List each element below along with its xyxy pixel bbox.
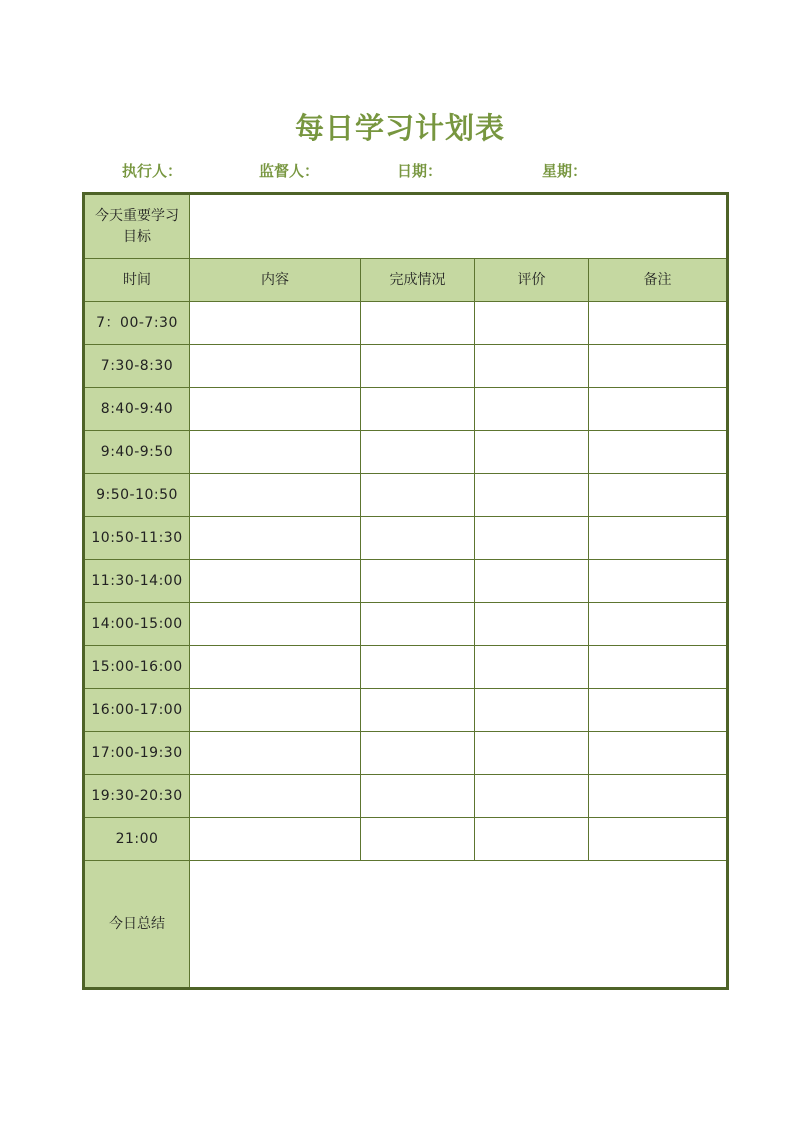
evaluation-cell[interactable] [475,775,589,818]
evaluation-cell[interactable] [475,388,589,431]
content-cell[interactable] [190,689,361,732]
table-row [84,302,728,345]
summary-label-cell: 今日总结 [84,861,190,989]
completion-cell[interactable] [361,603,475,646]
column-header-time: 时间 [84,259,190,302]
time-slot-cell: 7:30-8:30 [84,345,190,388]
table-row [84,646,728,689]
completion-cell[interactable] [361,689,475,732]
executor-label: 执行人： [122,162,183,180]
content-cell[interactable] [190,603,361,646]
time-slot-cell: 17:00-19:30 [84,732,190,775]
study-plan-table [82,192,729,990]
evaluation-cell[interactable] [475,689,589,732]
header-row [84,259,728,302]
time-slot-cell: 9:50-10:50 [84,474,190,517]
column-header-evaluation: 评价 [475,259,589,302]
remarks-cell[interactable] [589,517,728,560]
content-cell[interactable] [190,431,361,474]
content-cell[interactable] [190,345,361,388]
time-slot-cell: 8:40-9:40 [84,388,190,431]
remarks-cell[interactable] [589,345,728,388]
completion-cell[interactable] [361,517,475,560]
content-cell[interactable] [190,732,361,775]
evaluation-cell[interactable] [475,646,589,689]
remarks-cell[interactable] [589,431,728,474]
time-slot-cell: 15:00-16:00 [84,646,190,689]
time-slot-cell: 9:40-9:50 [84,431,190,474]
evaluation-cell[interactable] [475,345,589,388]
table-row [84,345,728,388]
completion-cell[interactable] [361,732,475,775]
table-row [84,775,728,818]
time-slot-cell: 16:00-17:00 [84,689,190,732]
time-slot-cell: 7：00-7:30 [84,302,190,345]
column-header-content: 内容 [190,259,361,302]
remarks-cell[interactable] [589,732,728,775]
content-cell[interactable] [190,646,361,689]
remarks-cell[interactable] [589,689,728,732]
remarks-cell[interactable] [589,474,728,517]
table-row [84,689,728,732]
remarks-cell[interactable] [589,603,728,646]
content-cell[interactable] [190,517,361,560]
table-row [84,818,728,861]
column-header-remarks: 备注 [589,259,728,302]
goal-row [84,194,728,259]
weekday-label: 星期： [542,162,588,180]
completion-cell[interactable] [361,431,475,474]
content-cell[interactable] [190,474,361,517]
remarks-cell[interactable] [589,818,728,861]
column-header-completion: 完成情况 [361,259,475,302]
supervisor-label: 监督人： [259,162,320,180]
evaluation-cell[interactable] [475,302,589,345]
completion-cell[interactable] [361,775,475,818]
evaluation-cell[interactable] [475,431,589,474]
table-row [84,560,728,603]
table-row [84,603,728,646]
summary-row [84,861,728,989]
content-cell[interactable] [190,560,361,603]
completion-cell[interactable] [361,560,475,603]
evaluation-cell[interactable] [475,560,589,603]
table-row [84,517,728,560]
completion-cell[interactable] [361,474,475,517]
date-label: 日期： [397,162,443,180]
page-title: 每日学习计划表 [294,111,505,145]
evaluation-cell[interactable] [475,732,589,775]
goal-label: 今天重要学习目标 [95,207,179,245]
remarks-cell[interactable] [589,560,728,603]
completion-cell[interactable] [361,646,475,689]
remarks-cell[interactable] [589,302,728,345]
goal-input-cell[interactable] [190,194,728,259]
remarks-cell[interactable] [589,646,728,689]
content-cell[interactable] [190,775,361,818]
evaluation-cell[interactable] [475,603,589,646]
goal-label-cell [84,194,190,259]
evaluation-cell[interactable] [475,818,589,861]
remarks-cell[interactable] [589,388,728,431]
time-slot-cell: 19:30-20:30 [84,775,190,818]
remarks-cell[interactable] [589,775,728,818]
time-slot-cell: 10:50-11:30 [84,517,190,560]
completion-cell[interactable] [361,345,475,388]
table-row [84,431,728,474]
evaluation-cell[interactable] [475,517,589,560]
table-row [84,474,728,517]
content-cell[interactable] [190,388,361,431]
content-cell[interactable] [190,302,361,345]
summary-input-cell[interactable] [190,861,728,989]
completion-cell[interactable] [361,388,475,431]
time-slot-cell: 14:00-15:00 [84,603,190,646]
time-slot-cell: 21:00 [84,818,190,861]
content-cell[interactable] [190,818,361,861]
evaluation-cell[interactable] [475,474,589,517]
table-row [84,388,728,431]
time-slot-cell: 11:30-14:00 [84,560,190,603]
completion-cell[interactable] [361,818,475,861]
table-row [84,732,728,775]
completion-cell[interactable] [361,302,475,345]
